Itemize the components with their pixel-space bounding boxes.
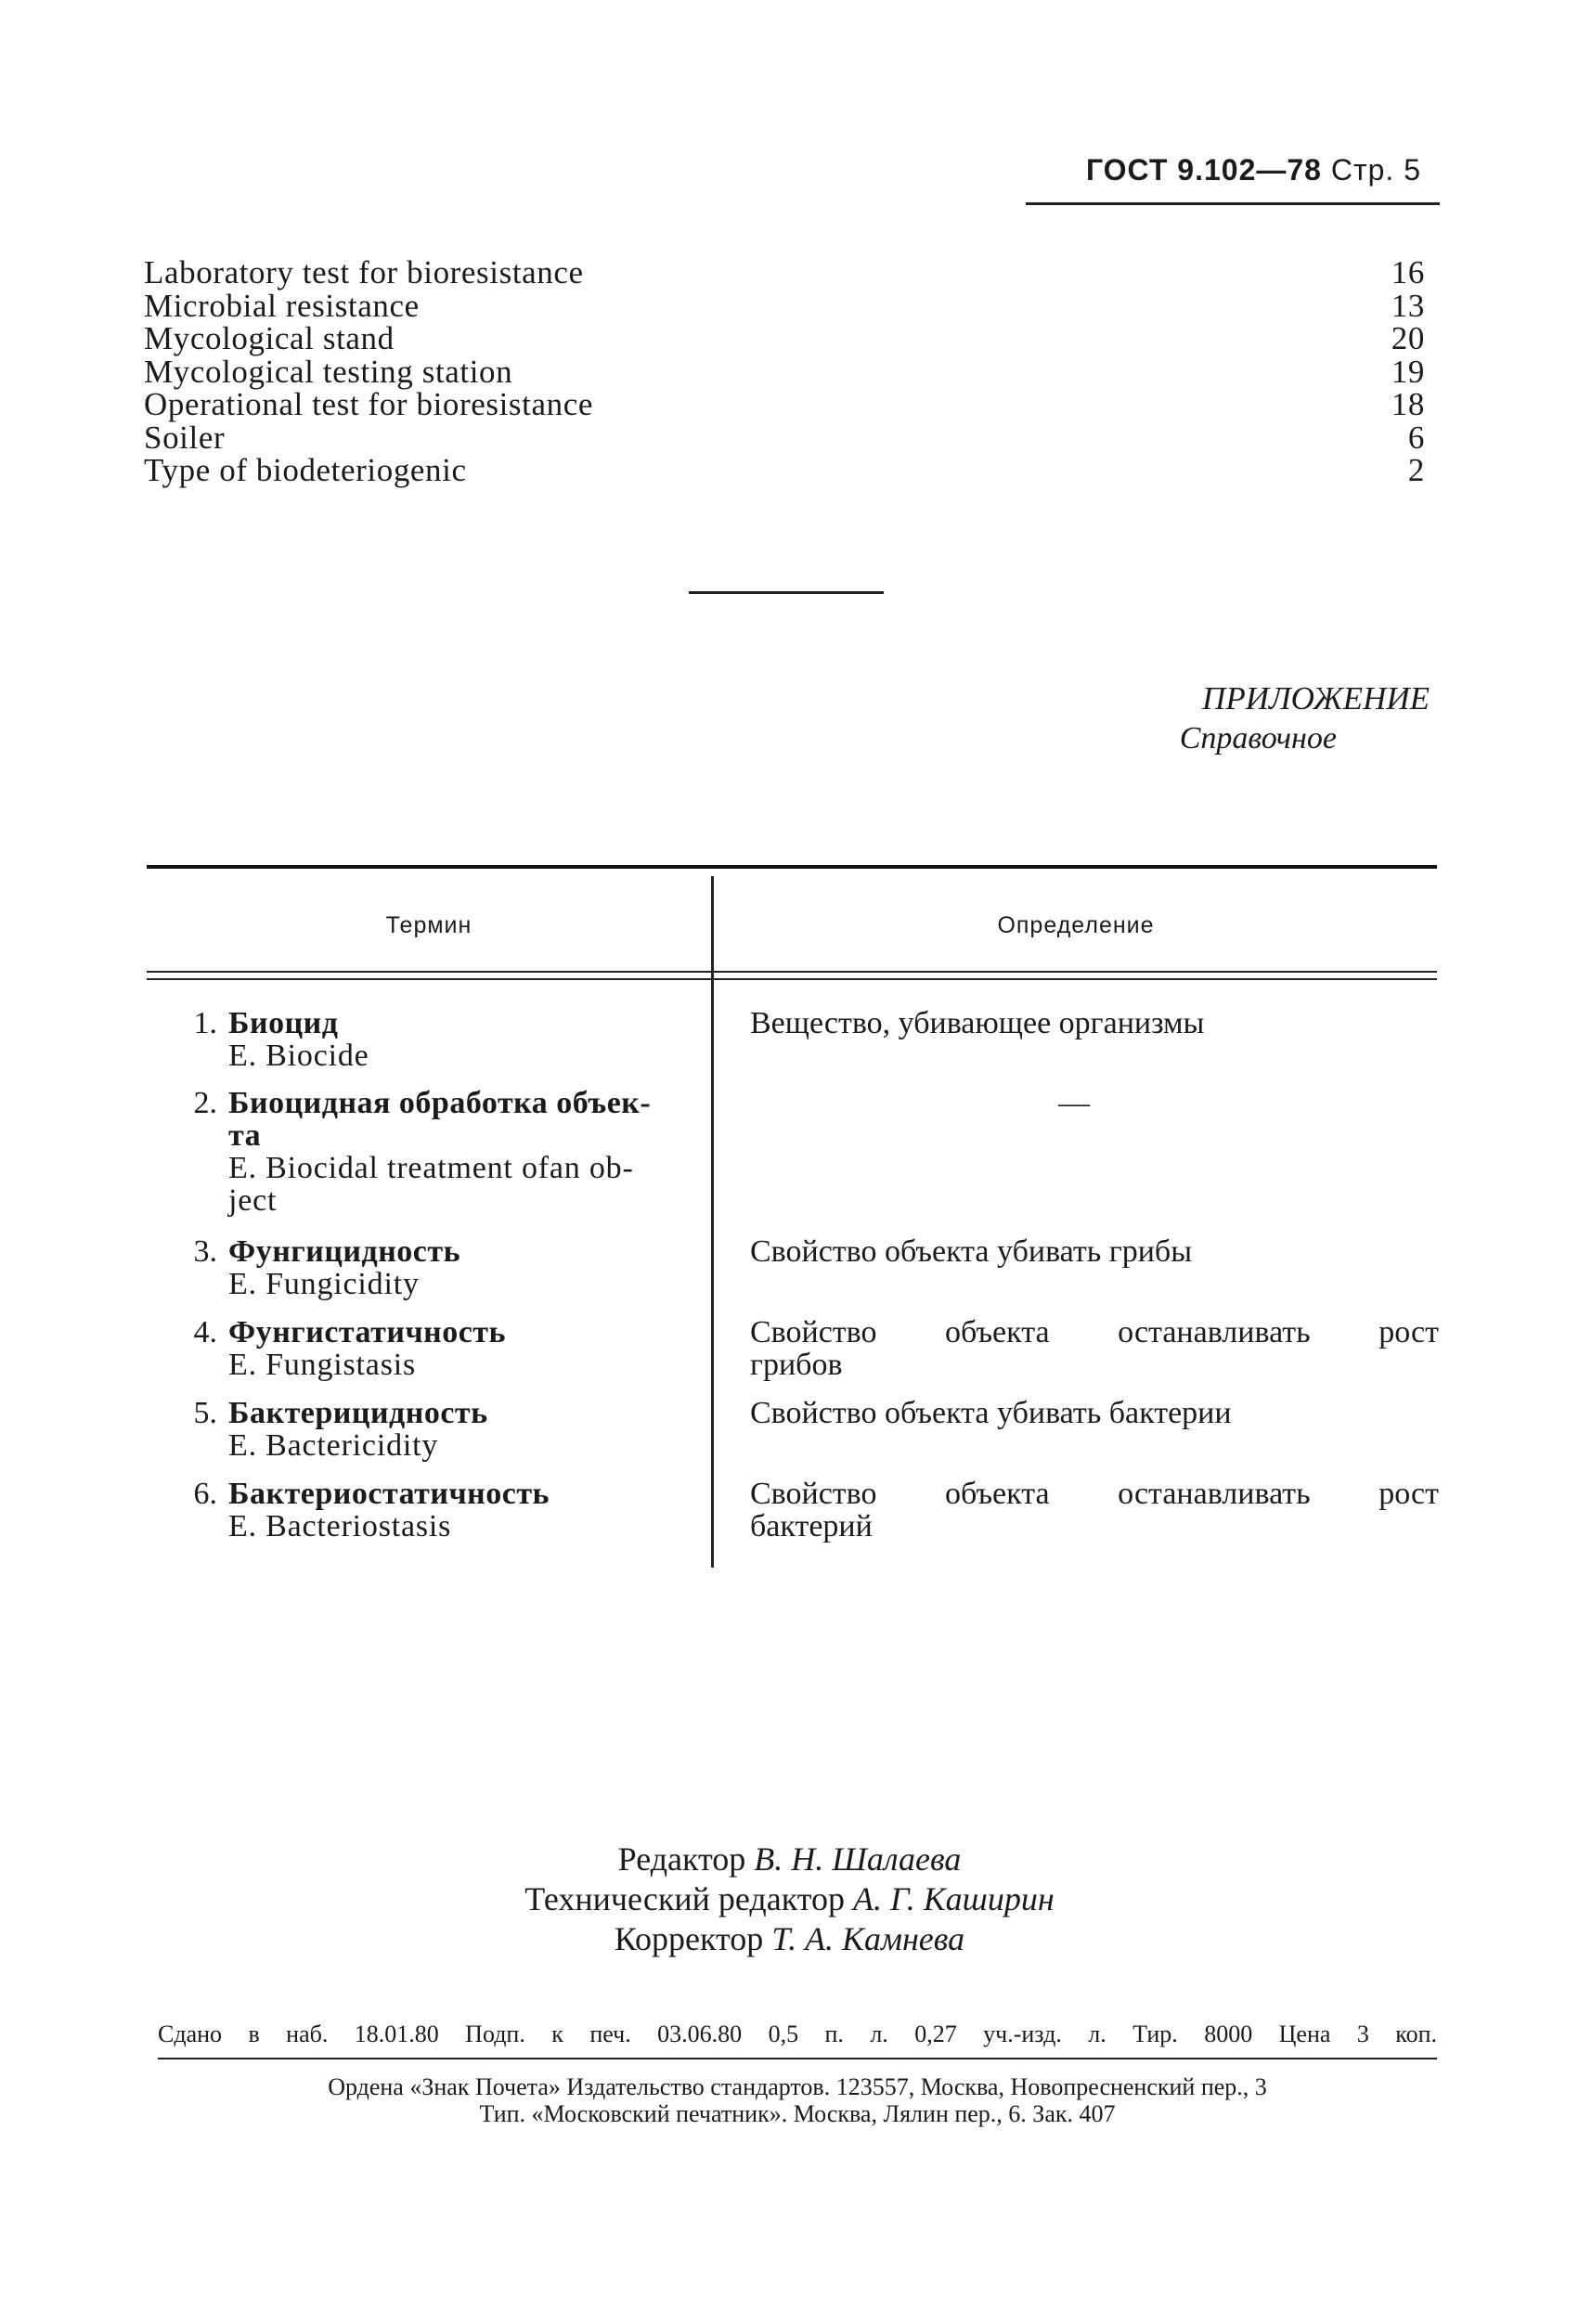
page-number: Стр. 5 <box>1330 153 1421 187</box>
index-row <box>144 287 1425 324</box>
term-english: E. Biocidal treatment ofan ob- <box>228 1151 634 1185</box>
index-term: Microbial resistance <box>144 287 420 324</box>
term-number: 6. <box>193 1477 217 1511</box>
term-english: ject <box>228 1183 278 1218</box>
credit-name: В. Н. Шалаева <box>754 1840 962 1878</box>
term-english: E. Biocide <box>228 1039 369 1073</box>
appendix-subtitle: Справочное <box>1179 721 1337 755</box>
credit-role: Корректор <box>614 1920 764 1957</box>
index-page: 19 <box>1391 353 1425 390</box>
term-russian: Фунгистатичность <box>228 1315 506 1349</box>
appendix-title: ПРИЛОЖЕНИЕ <box>1202 680 1430 717</box>
table-header-rule <box>147 978 1437 980</box>
index-row <box>144 355 1425 389</box>
table-header-term: Термин <box>385 912 472 938</box>
index-row <box>144 256 1425 290</box>
credit-name: А. Г. Каширин <box>853 1880 1055 1917</box>
term-definition: Свойство объекта убивать бактерии <box>750 1396 1232 1430</box>
header-rule <box>1026 202 1440 205</box>
credit-role: Редактор <box>617 1840 746 1878</box>
term-number: 2. <box>193 1086 217 1120</box>
imprint-rule <box>158 2058 1437 2059</box>
term-english: E. Bacteriostasis <box>228 1509 452 1543</box>
table-top-rule <box>147 865 1437 869</box>
term-russian: Бактериостатичность <box>228 1477 550 1511</box>
index-term: Operational test for bioresistance <box>144 386 593 422</box>
table-row <box>0 1087 711 1226</box>
term-definition-continuation: бактерий <box>750 1509 873 1543</box>
term-number: 1. <box>193 1006 217 1040</box>
index-page: 13 <box>1391 287 1425 324</box>
credit-editor <box>0 1840 1579 1879</box>
term-definition: Свойство объекта останавливать рост <box>750 1315 1439 1349</box>
credit-tech-editor <box>0 1879 1579 1918</box>
standard-number: ГОСТ 9.102—78 <box>1085 153 1322 187</box>
term-number: 3. <box>193 1234 217 1269</box>
index-page: 2 <box>1407 452 1425 488</box>
index-row <box>144 322 1425 355</box>
index-row <box>144 388 1425 421</box>
imprint-publisher: Ордена «Знак Почета» Издательство стандартов. 123557, Москва, Новопресненский пер., 3 <box>328 2073 1267 2100</box>
index-term: Laboratory test for bioresistance <box>144 254 584 290</box>
term-russian: Биоцидная обработка объек- <box>228 1086 652 1120</box>
table-row <box>0 1397 711 1471</box>
section-divider <box>689 591 884 594</box>
imprint-printer: Тип. «Московский печатник». Москва, Лялин пер., 6. Зак. 407 <box>479 2100 1116 2127</box>
english-term-index <box>144 256 1425 487</box>
imprint-print-info: Сдано в наб. 18.01.80 Подп. к печ. 03.06.80 0,5 п. л. 0,27 уч.-изд. л. Тир. 8000 Цена 3 коп. <box>158 2021 1437 2047</box>
credit-role: Технический редактор <box>524 1880 845 1917</box>
table-header-rule <box>147 971 1437 973</box>
term-russian: та <box>228 1118 262 1153</box>
table-row <box>0 1316 711 1390</box>
term-russian: Биоцид <box>228 1006 339 1040</box>
term-english: E. Fungicidity <box>228 1267 420 1301</box>
term-number: 4. <box>193 1315 217 1349</box>
term-definition: Свойство объекта останавливать рост <box>750 1477 1439 1511</box>
running-head <box>1086 153 1421 187</box>
term-russian: Бактерицидность <box>228 1396 488 1430</box>
credit-corrector <box>0 1919 1579 1958</box>
table-row <box>0 1007 711 1081</box>
index-row <box>144 421 1425 455</box>
index-term: Soiler <box>144 419 226 456</box>
table-header-definition: Определение <box>997 912 1155 938</box>
index-term: Mycological stand <box>144 320 395 356</box>
term-number: 5. <box>193 1396 217 1430</box>
term-russian: Фунгицидность <box>228 1234 461 1269</box>
index-page: 16 <box>1391 254 1425 290</box>
index-term: Type of biodeteriogenic <box>144 452 467 488</box>
term-definition: Свойство объекта убивать грибы <box>750 1234 1193 1269</box>
index-page: 6 <box>1407 419 1425 456</box>
term-definition: Вещество, убивающее организмы <box>750 1006 1205 1040</box>
term-definition-continuation: грибов <box>750 1348 843 1382</box>
table-row <box>0 1235 711 1310</box>
index-row <box>144 454 1425 487</box>
table-row <box>0 1478 711 1552</box>
term-english: E. Fungistasis <box>228 1348 417 1382</box>
term-definition: — <box>1058 1086 1090 1120</box>
index-page: 18 <box>1391 386 1425 422</box>
term-english: E. Bactericidity <box>228 1428 439 1463</box>
credit-name: Т. А. Камнева <box>771 1920 965 1957</box>
index-page: 20 <box>1391 320 1425 356</box>
index-term: Mycological testing station <box>144 353 513 390</box>
